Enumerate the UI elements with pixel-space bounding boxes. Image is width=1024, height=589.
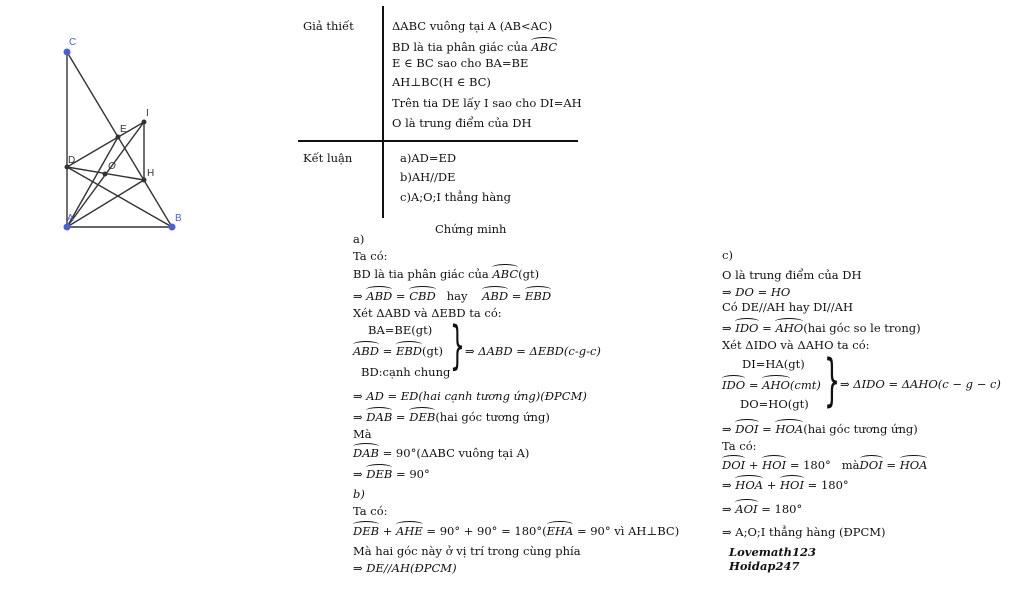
gt-line-2-text: BD là tia phân giác của	[392, 40, 528, 54]
b-line-2: Mà hai góc này ở vị trí trong cùng phía	[353, 544, 581, 558]
a-line-2-angle-r2: EBD	[525, 289, 552, 303]
a-line-2-angle-l: ABD	[366, 289, 393, 303]
c-line-11-mid: = 180°	[789, 458, 831, 472]
c-line-13: ⇒ AOI = 180°	[722, 502, 803, 516]
c-line-9-post: (hai góc tương ứng)	[803, 422, 918, 436]
c-line-8: DO=HO(gt)	[740, 397, 809, 411]
gt-line-5: Trên tia DE lấy I sao cho DI=AH	[392, 96, 582, 110]
b-line-1: DEB + AHE = 90° + 90° = 180°(EHA = 90° vì AH⊥BC)	[353, 524, 680, 538]
c-line-2: ⇒ DO = HO	[722, 285, 791, 299]
point-B	[169, 224, 176, 231]
c-line-9: ⇒ DOI = HOA(hai góc tương ứng)	[722, 422, 918, 436]
c-line-10: Ta có:	[722, 439, 757, 453]
a-ta-co: Ta có:	[353, 249, 388, 263]
a-line-4: BA=BE(gt)	[368, 323, 433, 337]
a-brace: }	[450, 316, 465, 376]
a-line-1-text: BD là tia phân giác của	[353, 267, 489, 281]
c-line-11-angle-b: HOI	[762, 458, 787, 472]
point-A	[64, 224, 71, 231]
gt-line-3: E ∈ BC sao cho BA=BE	[392, 56, 529, 70]
gt-label: Giả thiết	[303, 19, 354, 33]
b-line-1-angle-a: DEB	[353, 524, 380, 538]
a-line-5: ABD = EBD(gt)	[353, 344, 443, 358]
part-b-label: b)	[353, 487, 365, 501]
a-line-5-angle-r: EBD	[395, 344, 423, 358]
c-line-12: ⇒ HOA + HOI = 180°	[722, 478, 849, 492]
point-O	[103, 172, 108, 177]
c-conclusion: ⇒ ΔIDO = ΔAHO(c − g − c)	[840, 377, 1001, 391]
c-line-4-angle-r: AHO	[775, 321, 804, 335]
a-line-8: ⇒ DAB = DEB(hai góc tương ứng)	[353, 410, 550, 424]
a-line-2-angle-r: CBD	[409, 289, 436, 303]
gt-line-4: AH⊥BC(H ∈ BC)	[392, 75, 491, 89]
label-O: O	[108, 161, 116, 172]
b-line-1-angle-b: AHE	[396, 524, 423, 538]
b-line-1-mid: = 90° + 90° = 180°(	[426, 524, 547, 538]
point-C	[64, 49, 71, 56]
angle-ABC: ABC	[531, 40, 558, 54]
signature-line-1: Lovemath123	[729, 545, 817, 559]
c-line-11-angle-c: DOI	[859, 458, 883, 472]
c-line-7: IDO = AHO(cmt)	[722, 378, 821, 392]
b-line-1-end: = 90° vì AH⊥BC)	[576, 524, 680, 538]
c-line-11-angle-d: HOA	[899, 458, 928, 472]
c-line-11-angle-a: DOI	[722, 458, 746, 472]
segment-BC	[67, 52, 172, 227]
c-line-4-post: (hai góc so le trong)	[803, 321, 921, 335]
table-vertical-rule	[382, 6, 384, 218]
a-line-2-hay: hay	[446, 289, 468, 303]
c-line-3: Có DE//AH hay DI//AH	[722, 300, 853, 314]
a-line-1-post: (gt)	[518, 267, 540, 281]
label-I: I	[146, 108, 149, 119]
a-line-11: ⇒ DEB = 90°	[353, 467, 430, 481]
label-C: C	[69, 37, 77, 48]
segment-EA	[67, 137, 118, 227]
table-horizontal-rule	[298, 140, 578, 142]
kl-line-1: a)AD=ED	[400, 151, 457, 165]
label-H: H	[147, 168, 155, 179]
c-line-11: DOI + HOI = 180° màDOI = HOA	[722, 458, 928, 472]
c-line-12-angle-a: HOA	[735, 478, 764, 492]
a-line-7: ⇒ AD = ED(hai cạnh tương ứng)(ĐPCM)	[353, 389, 587, 403]
c-line-11-ma: mà	[841, 458, 860, 472]
a-line-8-post: (hai góc tương ứng)	[435, 410, 550, 424]
label-D: D	[68, 155, 76, 166]
c-line-7-angle-r: AHO	[762, 378, 790, 392]
c-line-6: DI=HA(gt)	[742, 357, 805, 371]
a-line-10-angle: DAB	[353, 446, 379, 460]
gt-line-2	[392, 40, 557, 54]
a-line-11-angle: DEB	[366, 467, 393, 481]
signature-line-2: Hoidap247	[729, 559, 800, 573]
label-E: E	[120, 124, 127, 135]
kl-line-2: b)AH//DE	[400, 170, 456, 184]
b-line-1-angle-c: EHA	[546, 524, 574, 538]
kl-line-3: c)A;O;I thẳng hàng	[400, 190, 511, 204]
a-line-2-angle-l2: ABD	[482, 289, 509, 303]
a-line-5-angle-l: ABD	[353, 344, 379, 358]
arrow: ⇒	[353, 289, 363, 303]
c-line-7-angle-l: IDO	[722, 378, 746, 392]
c-line-1: O là trung điểm của DH	[722, 268, 862, 282]
b-line-3: ⇒ DE//AH(ĐPCM)	[353, 561, 457, 575]
part-c-label: c)	[722, 248, 733, 262]
c-line-14: ⇒ A;O;I thẳng hàng (ĐPCM)	[722, 525, 886, 539]
c-line-12-post: = 180°	[807, 478, 849, 492]
c-line-13-angle: AOI	[735, 502, 758, 516]
a-line-1	[353, 267, 539, 281]
label-A: A	[67, 213, 74, 224]
a-line-10-post: = 90°(ΔABC vuông tại A)	[382, 446, 530, 460]
a-line-1-angle: ABC	[492, 267, 519, 281]
c-line-9-angle-r: HOA	[775, 422, 804, 436]
b-ta-co: Ta có:	[353, 504, 388, 518]
c-line-4-angle-l: IDO	[735, 321, 759, 335]
c-line-4: ⇒ IDO = AHO(hai góc so le trong)	[722, 321, 921, 335]
c-line-13-post: = 180°	[761, 502, 803, 516]
a-line-9: Mà	[353, 427, 372, 441]
c-line-7-post: (cmt)	[789, 378, 821, 392]
gt-line-1: ΔABC vuông tại A (AB<AC)	[392, 19, 553, 33]
a-line-2: ⇒ ABD = CBD hay ABD = EBD	[353, 289, 552, 303]
point-H	[142, 178, 147, 183]
c-line-9-angle-l: DOI	[735, 422, 759, 436]
kl-label: Kết luận	[303, 151, 353, 165]
geometry-figure	[40, 30, 200, 240]
c-line-5: Xét ΔIDO và ΔAHO ta có:	[722, 338, 870, 352]
part-a-label: a)	[353, 232, 365, 246]
segment-AH	[67, 180, 144, 227]
a-line-8-angle-r: DEB	[409, 410, 436, 424]
gt-line-6: O là trung điểm của DH	[392, 116, 532, 130]
a-line-6: BD:cạnh chung	[361, 365, 451, 379]
label-B: B	[175, 213, 182, 224]
a-conclusion: ⇒ ΔABD = ΔEBD(c-g-c)	[465, 344, 601, 358]
a-line-11-post: = 90°	[396, 467, 430, 481]
a-line-5-post: (gt)	[422, 344, 443, 358]
c-brace: }	[824, 348, 841, 413]
c-line-12-angle-b: HOI	[780, 478, 805, 492]
proof-title: Chứng minh	[435, 222, 507, 236]
point-I	[142, 120, 147, 125]
a-line-8-angle-l: DAB	[366, 410, 393, 424]
a-line-3: Xét ΔABD và ΔEBD ta có:	[353, 306, 502, 320]
a-line-10	[353, 446, 529, 460]
point-E	[116, 135, 121, 140]
